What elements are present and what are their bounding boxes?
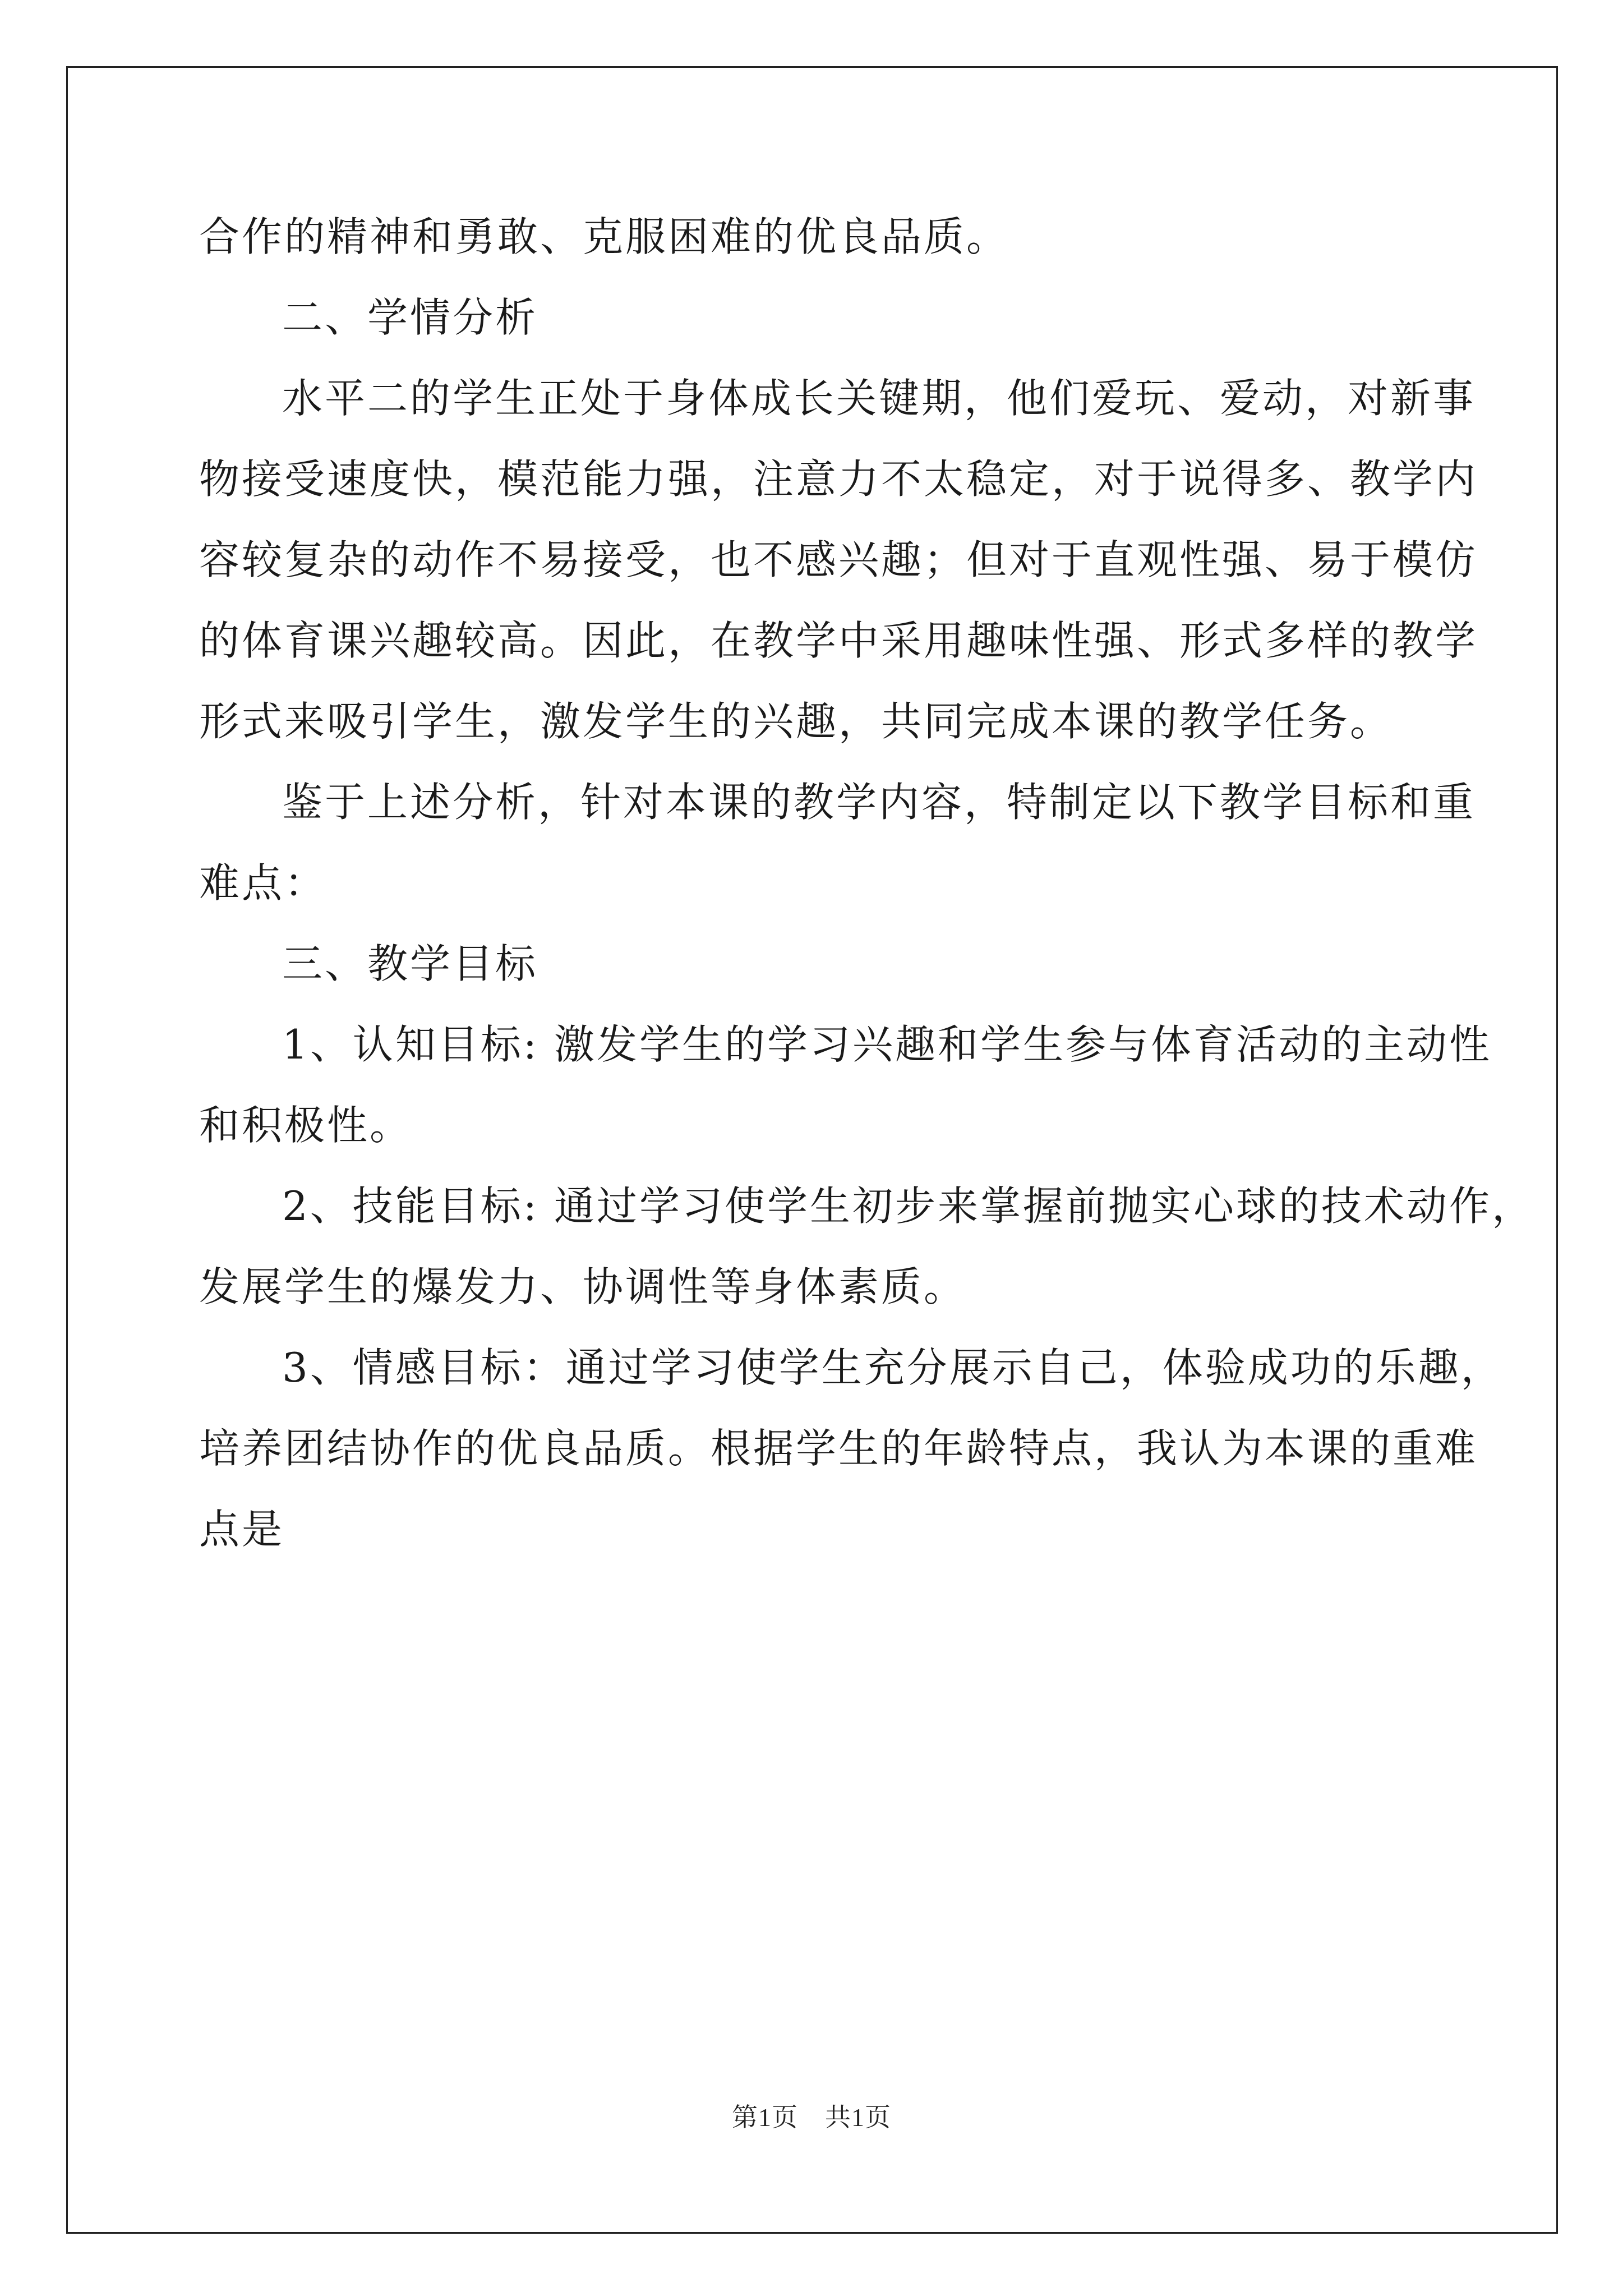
paragraph-continuation <box>199 196 1438 277</box>
text-line: 点是 <box>199 1506 285 1553</box>
paragraph-summary <box>199 762 1476 923</box>
text-line: 发展学生的爆发力、协调性等身体素质。 <box>199 1263 967 1310</box>
text-line: 1、认知目标: 激发学生的学习兴趣和学生参与体育活动的主动性 <box>282 1021 1492 1068</box>
text-line: 水平二的学生正处于身体成长关键期，他们爱玩、爱动，对新事 <box>282 375 1476 422</box>
text-line: 2、技能目标: 通过学习使学生初步来掌握前抛实心球的技术动作， <box>282 1182 1534 1230</box>
text-line: 三、教学目标 <box>282 940 538 987</box>
document-body <box>199 196 1534 1570</box>
text-line: 鉴于上述分析，针对本课的教学内容，特制定以下教学目标和重 <box>282 779 1476 826</box>
text-line: 二、学情分析 <box>282 294 538 341</box>
page-total: 共1页 <box>825 2103 891 2132</box>
text-line: 形式来吸引学生，激发学生的兴趣，共同完成本课的教学任务。 <box>199 698 1393 745</box>
text-line: 3、情感目标：通过学习使学生充分展示自己，体验成功的乐趣， <box>282 1344 1504 1391</box>
text-line: 合作的精神和勇敢、克服困难的优良品质。 <box>199 213 1009 260</box>
page-number: 第1页 <box>732 2103 798 2132</box>
paragraph-emotion-goal <box>199 1327 1504 1570</box>
text-line: 物接受速度快，模范能力强，注意力不太稳定，对于说得多、教学内 <box>199 455 1478 503</box>
paragraph-student-analysis <box>199 358 1478 762</box>
text-line: 和积极性。 <box>199 1102 413 1149</box>
text-line: 的体育课兴趣较高。因此，在教学中采用趣味性强、形式多样的教学 <box>199 617 1478 664</box>
paragraph-skill-goal <box>199 1166 1534 1327</box>
section-heading-teaching-goals <box>199 923 1438 1004</box>
paragraph-cognitive-goal <box>199 1004 1492 1166</box>
text-line: 培养团结协作的优良品质。根据学生的年龄特点，我认为本课的重难 <box>199 1425 1478 1472</box>
text-line: 容较复杂的动作不易接受，也不感兴趣；但对于直观性强、易于模仿 <box>199 536 1478 583</box>
page-footer <box>0 2101 1623 2134</box>
section-heading-learning-analysis <box>199 277 1438 358</box>
text-line: 难点： <box>199 859 328 907</box>
